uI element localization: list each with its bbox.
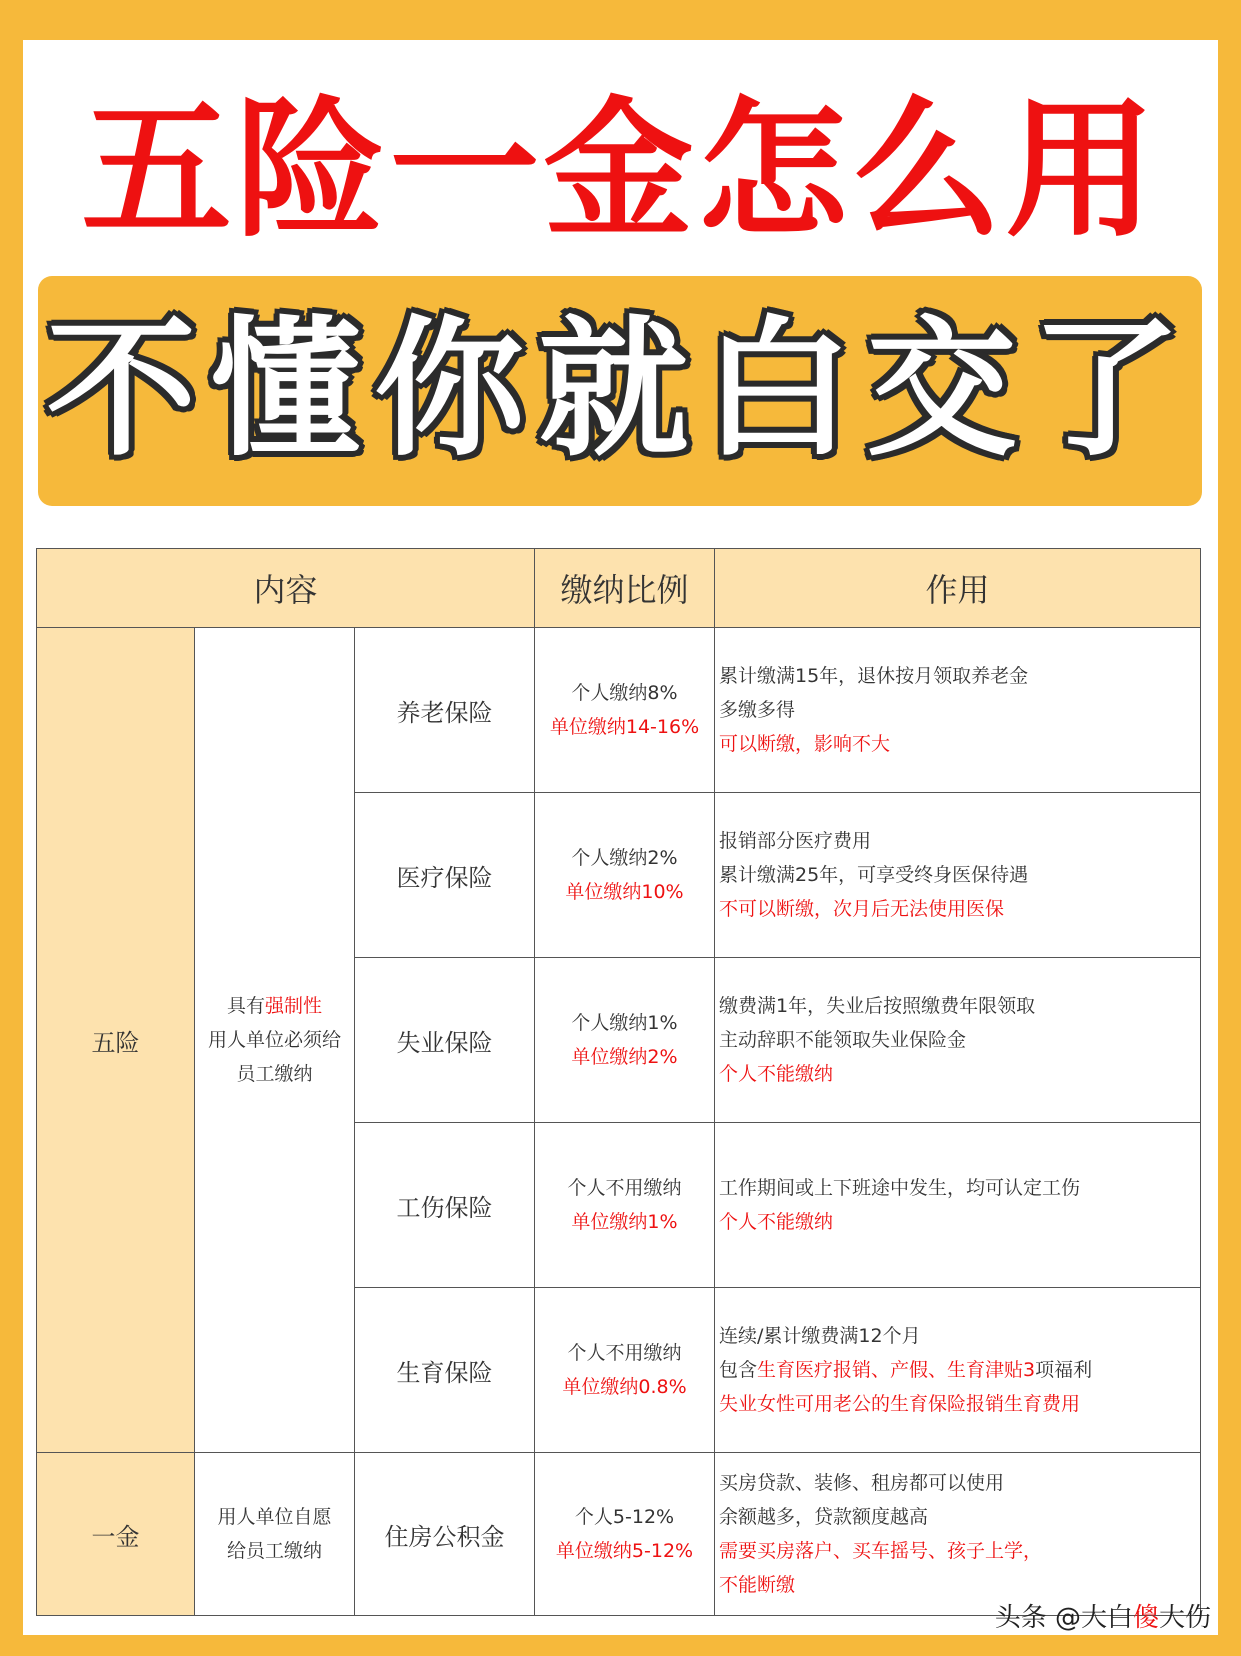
rate-cell: 个人缴纳1% 单位缴纳2% (535, 958, 715, 1123)
insurance-name: 工伤保险 (355, 1123, 535, 1288)
page-subtitle: 不懂你就白交了 (46, 303, 1195, 477)
rate-cell: 个人5-12% 单位缴纳5-12% (535, 1453, 715, 1616)
insurance-name: 生育保险 (355, 1288, 535, 1453)
mandatory-highlight: 强制性 (265, 995, 323, 1017)
rate-cell: 个人不用缴纳 单位缴纳0.8% (535, 1288, 715, 1453)
author-watermark: 头条 @大白傻大伤 (994, 1603, 1211, 1633)
table-row (37, 628, 1201, 793)
insurance-table (36, 548, 1201, 1616)
insurance-name: 失业保险 (355, 958, 535, 1123)
header-rate: 缴纳比例 (535, 549, 715, 628)
header-effect: 作用 (715, 549, 1201, 628)
category-one-desc: 用人单位自愿 给员工缴纳 (195, 1453, 355, 1616)
header-content: 内容 (37, 549, 535, 628)
insurance-name: 医疗保险 (355, 793, 535, 958)
rate-cell: 个人缴纳2% 单位缴纳10% (535, 793, 715, 958)
insurance-name: 养老保险 (355, 628, 535, 793)
rate-cell: 个人缴纳8% 单位缴纳14-16% (535, 628, 715, 793)
table-header-row (37, 549, 1201, 628)
insurance-name: 住房公积金 (355, 1453, 535, 1616)
category-five: 五险 (37, 628, 195, 1453)
effect-cell: 缴费满1年，失业后按照缴费年限领取 主动辞职不能领取失业保险金 个人不能缴纳 (715, 958, 1201, 1123)
page-title: 五险一金怎么用 (81, 84, 1160, 258)
category-one: 一金 (37, 1453, 195, 1616)
table-row (37, 1453, 1201, 1616)
category-five-desc: 具有强制性 用人单位必须给 员工缴纳 (195, 628, 355, 1453)
effect-cell: 连续/累计缴费满12个月 包含生育医疗报销、产假、生育津贴3项福利 失业女性可用老公的生育保险报销生育费用 (715, 1288, 1201, 1453)
effect-cell: 工作期间或上下班途中发生，均可认定工伤 个人不能缴纳 (715, 1123, 1201, 1288)
rate-cell: 个人不用缴纳 单位缴纳1% (535, 1123, 715, 1288)
effect-cell: 买房贷款、装修、租房都可以使用 余额越多，贷款额度越高 需要买房落户、买车摇号、孩子上学， 不能断缴 (715, 1453, 1201, 1616)
effect-cell: 报销部分医疗费用 累计缴满25年，可享受终身医保待遇 不可以断缴，次月后无法使用医保 (715, 793, 1201, 958)
effect-cell: 累计缴满15年，退休按月领取养老金 多缴多得 可以断缴，影响不大 (715, 628, 1201, 793)
